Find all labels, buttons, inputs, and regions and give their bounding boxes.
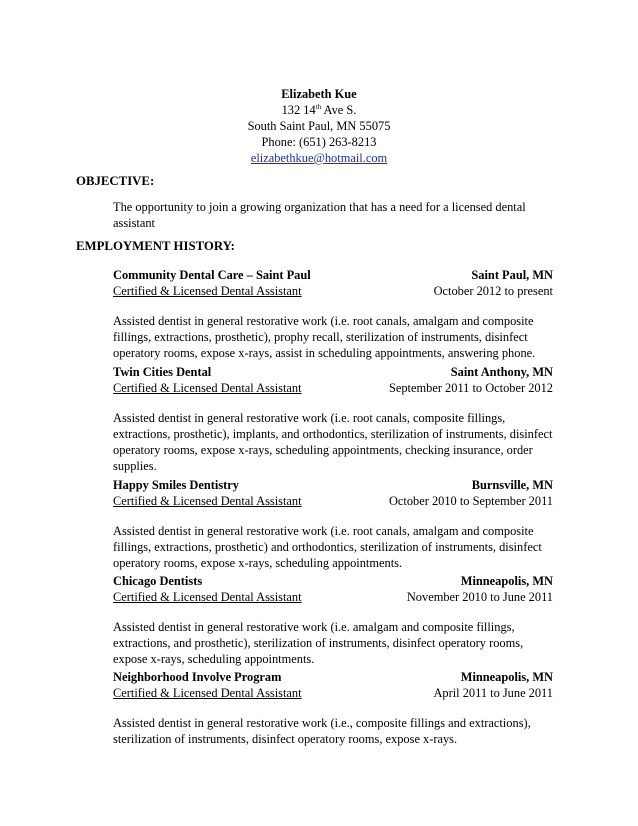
employer-name: Happy Smiles Dentistry: [113, 478, 239, 492]
job-entry: [113, 267, 553, 361]
employer-name: Neighborhood Involve Program: [113, 670, 282, 684]
job-location: Saint Anthony, MN: [450, 365, 553, 379]
job-role: Certified & Licensed Dental Assistant: [113, 686, 302, 700]
job-description: Assisted dentist in general restorative work (i.e. root canals, amalgam and composite fillings, extractions, prosthetic), prophy recall, sterilization of instruments, disinfect operatory rooms, expose x-rays, assist in scheduling appointments, answering phone.: [113, 314, 536, 360]
job-description: Assisted dentist in general restorative work (i.e. root canals, amalgam and composite fillings, extractions, prosthetic) and orthodontics, sterilization of instruments, disinfect operatory rooms, expose x-rays, scheduling appointments.: [113, 524, 542, 570]
job-role: Certified & Licensed Dental Assistant: [113, 590, 302, 604]
job-description: Assisted dentist in general restorative work (i.e. amalgam and composite fillings, extractions, and prosthetic), sterilization of instruments, disinfect operatory rooms, expose x-rays, scheduling appointments.: [113, 620, 524, 666]
employer-name: Community Dental Care – Saint Paul: [113, 268, 311, 282]
job-dates: October 2010 to September 2011: [388, 494, 553, 508]
job-description: Assisted dentist in general restorative work (i.e., composite fillings and extractions), sterilization of instruments, disinfect operatory rooms, expose x-rays.: [113, 716, 531, 746]
job-role: Certified & Licensed Dental Assistant: [113, 381, 302, 395]
ordinal-suffix: th: [315, 102, 322, 111]
street-name: Ave S.: [321, 103, 357, 117]
contact-header: [0, 86, 638, 166]
street-number: 132 14: [281, 103, 316, 117]
job-location: Burnsville, MN: [471, 478, 553, 492]
applicant-name: Elizabeth Kue: [281, 87, 357, 101]
job-role: Certified & Licensed Dental Assistant: [113, 494, 302, 508]
street-address: [0, 102, 638, 118]
job-dates: September 2011 to October 2012: [388, 381, 553, 395]
job-entry: [113, 477, 553, 571]
objective-text: The opportunity to join a growing organization that has a need for a licensed dental assistant: [113, 200, 526, 230]
job-entry: [113, 669, 553, 747]
employer-name: Chicago Dentists: [113, 574, 203, 588]
phone-number: Phone: (651) 263-8213: [261, 135, 377, 149]
job-description: Assisted dentist in general restorative work (i.e. root canals, composite fillings, extractions, prosthetic), implants, and orthodontics, sterilization of instruments, disinfect operatory rooms, expose x-rays, scheduling appointments, checking insurance, order supplies.: [113, 411, 553, 473]
job-location: Minneapolis, MN: [460, 670, 553, 684]
job-location: Saint Paul, MN: [471, 268, 553, 282]
employment-heading: EMPLOYMENT HISTORY:: [76, 239, 235, 253]
job-dates: October 2012 to present: [433, 284, 553, 298]
job-dates: April 2011 to June 2011: [433, 686, 553, 700]
job-entry: [113, 573, 553, 667]
job-location: Minneapolis, MN: [460, 574, 553, 588]
job-dates: November 2010 to June 2011: [406, 590, 553, 604]
employer-name: Twin Cities Dental: [113, 365, 212, 379]
job-entry: [113, 364, 553, 474]
job-role: Certified & Licensed Dental Assistant: [113, 284, 302, 298]
city-state-zip: South Saint Paul, MN 55075: [247, 119, 391, 133]
objective-heading: OBJECTIVE:: [76, 174, 155, 188]
email-link[interactable]: elizabethkue@hotmail.com: [250, 151, 388, 165]
